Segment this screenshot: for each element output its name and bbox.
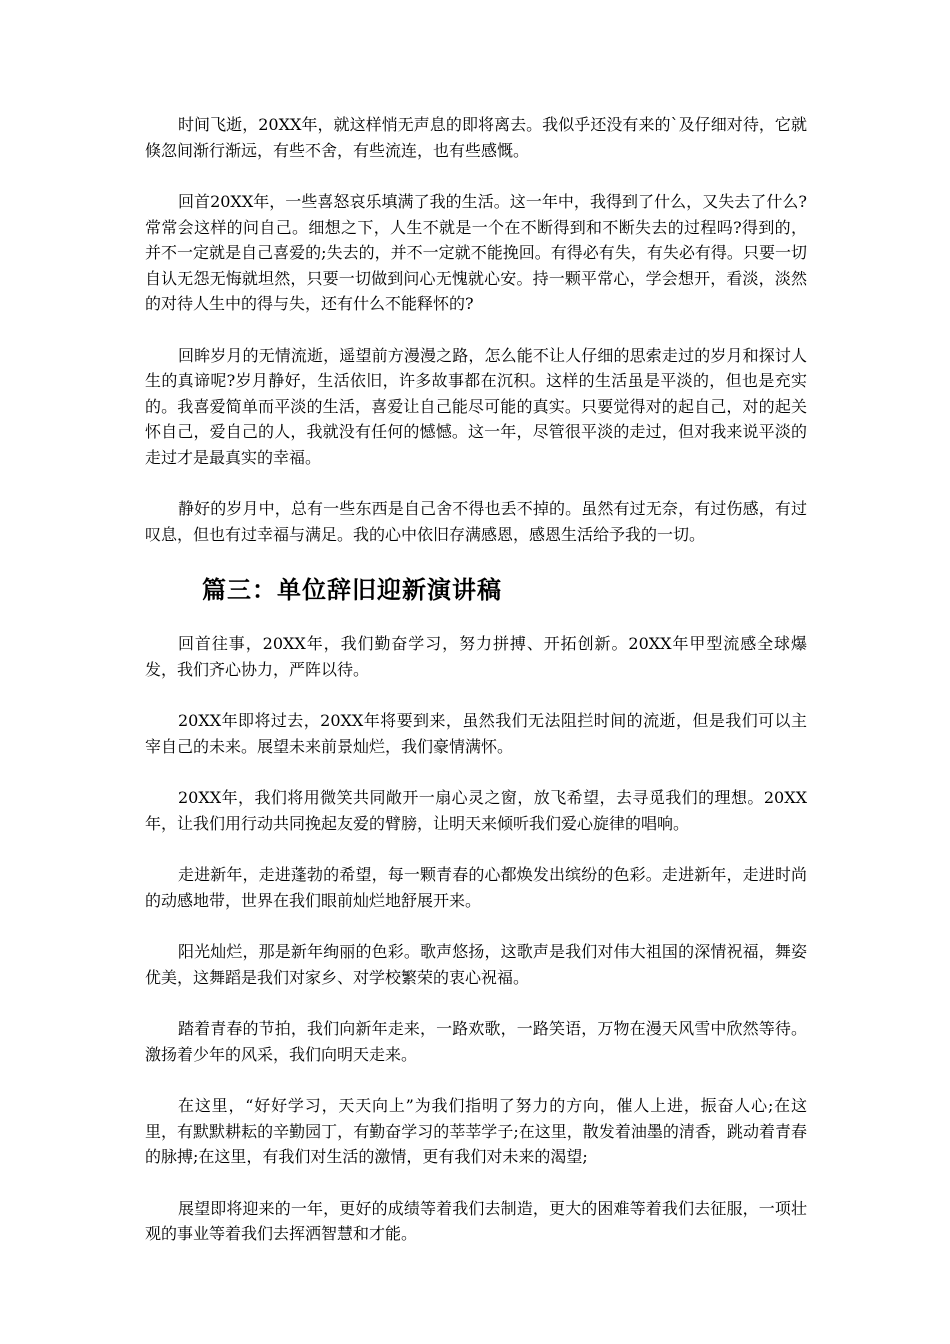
paragraph: 在这里，“好好学习，天天向上”为我们指明了努力的方向，催人上进，振奋人心;在这里，有默默耕耘的辛勤园丁，有勤奋学习的莘莘学子;在这里，散发着油墨的清香，跳动着青春的脉搏;在这里，有我们对生活的激情，更有我们对未来的渴望; bbox=[145, 1096, 807, 1166]
paragraph: 时间飞逝，20XX年，就这样悄无声息的即将离去。我似乎还没有来的`及仔细对待，它就倏忽间渐行渐远，有些不舍，有些流连，也有些感慨。 bbox=[145, 115, 807, 160]
paragraph: 回眸岁月的无情流逝，遥望前方漫漫之路，怎么能不让人仔细的思索走过的岁月和探讨人生的真谛呢?岁月静好，生活依旧，许多故事都在沉积。这样的生活虽是平淡的，但也是充实的。我喜爱简单而平淡的生活，喜爱让自己能尽可能的真实。只要觉得对的起自己，对的起关怀自己，爱自己的人，我就没有任何的憾憾。这一年，尽管很平淡的走过，但对我来说平淡的走过才是最真实的幸福。 bbox=[145, 345, 807, 467]
paragraph: 回首20XX年，一些喜怒哀乐填满了我的生活。这一年中，我得到了什么，又失去了什么?常常会这样的问自己。细想之下，人生不就是一个在不断得到和不断失去的过程吗?得到的，并不一定就是自己喜爱的;失去的，并不一定就不能挽回。有得必有失，有失必有得。只要一切自认无怨无悔就坦然，只要一切做到问心无愧就心安。持一颗平常心，学会想开，看淡，淡然的对待人生中的得与失，还有什么不能释怀的? bbox=[145, 192, 807, 313]
paragraph: 回首往事，20XX年，我们勤奋学习，努力拼搏、开拓创新。20XX年甲型流感全球爆发，我们齐心协力，严阵以待。 bbox=[145, 634, 807, 679]
paragraph: 20XX年，我们将用微笑共同敞开一扇心灵之窗，放飞希望，去寻觅我们的理想。20XX年，让我们用行动共同挽起友爱的臂膀，让明天来倾听我们爱心旋律的唱响。 bbox=[145, 788, 807, 833]
document-body bbox=[145, 112, 807, 1273]
paragraph: 20XX年即将过去，20XX年将要到来，虽然我们无法阻拦时间的流逝，但是我们可以主宰自己的未来。展望未来前景灿烂，我们豪情满怀。 bbox=[145, 711, 807, 756]
paragraph: 展望即将迎来的一年，更好的成绩等着我们去制造，更大的困难等着我们去征服，一项壮观的事业等着我们去挥洒智慧和才能。 bbox=[145, 1198, 807, 1243]
section-title: 篇三：单位辞旧迎新演讲稿 bbox=[202, 576, 502, 604]
paragraph: 走进新年，走进蓬勃的希望，每一颗青春的心都焕发出缤纷的色彩。走进新年，走进时尚的动感地带，世界在我们眼前灿烂地舒展开来。 bbox=[145, 865, 807, 910]
paragraph: 静好的岁月中，总有一些东西是自己舍不得也丢不掉的。虽然有过无奈，有过伤感，有过叹息，但也有过幸福与满足。我的心中依旧存满感恩，感恩生活给予我的一切。 bbox=[145, 499, 807, 544]
paragraph: 阳光灿烂，那是新年绚丽的色彩。歌声悠扬，这歌声是我们对伟大祖国的深情祝福，舞姿优美，这舞蹈是我们对家乡、对学校繁荣的衷心祝福。 bbox=[145, 942, 807, 987]
paragraph: 踏着青春的节拍，我们向新年走来，一路欢歌，一路笑语，万物在漫天风雪中欣然等待。激扬着少年的风采，我们向明天走来。 bbox=[145, 1019, 807, 1064]
